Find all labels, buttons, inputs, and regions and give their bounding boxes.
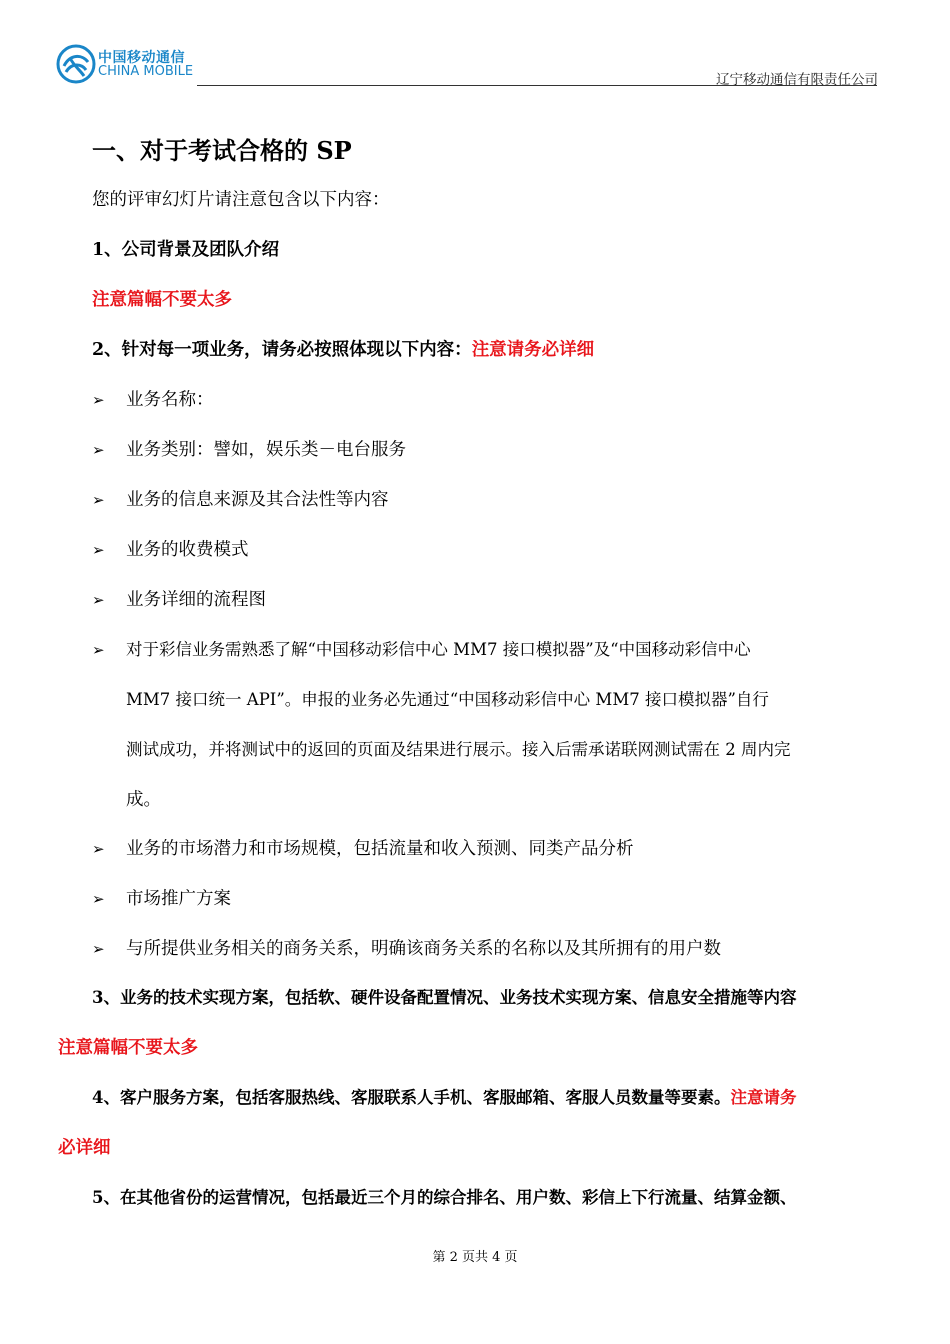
bullet-item: 业务的收费模式 [126, 540, 249, 560]
mm7-paragraph-line: 测试成功，并将测试中的返回的页面及结果进行展示。接入后需承诺联网测试需在 2 周内完 [126, 740, 791, 759]
mm7-paragraph-line: MM7 接口统一 API”。申报的业务必先通过“中国移动彩信中心 MM7 接口模拟器”自行 [126, 690, 769, 709]
bullet-icon: ➢ [92, 541, 105, 559]
intro-text: 您的评审幻灯片请注意包含以下内容： [92, 190, 390, 210]
item-4-note: 注意请务 [730, 1088, 797, 1107]
china-mobile-logo-icon [56, 44, 96, 84]
bullet-icon: ➢ [92, 940, 105, 958]
china-mobile-logo [56, 44, 206, 86]
bullet-item: 业务详细的流程图 [126, 590, 266, 610]
bullet-item: 业务的信息来源及其合法性等内容 [126, 490, 389, 510]
bullet-icon: ➢ [92, 441, 105, 459]
section-title: 一、对于考试合格的 SP [92, 136, 352, 165]
company-name: 辽宁移动通信有限责任公司 [716, 72, 878, 88]
note-3: 注意篇幅不要太多 [58, 1038, 198, 1058]
page-header [0, 0, 950, 100]
item-5-heading: 5、在其他省份的运营情况，包括最近三个月的综合排名、用户数、彩信上下行流量、结算金额、 [92, 1188, 797, 1207]
bullet-icon: ➢ [92, 641, 105, 659]
item-2-note: 注意请务必详细 [471, 340, 595, 360]
mm7-paragraph-line: 对于彩信业务需熟悉了解“中国移动彩信中心 MM7 接口模拟器”及“中国移动彩信中心 [126, 640, 751, 659]
page-number: 第 2 页共 4 页 [432, 1250, 518, 1265]
item-1-heading: 1、公司背景及团队介绍 [92, 240, 280, 260]
mm7-paragraph-line: 成。 [126, 790, 161, 810]
header-divider [197, 85, 877, 86]
item-2-heading [92, 338, 594, 362]
bullet-item: 市场推广方案 [126, 889, 231, 909]
bullet-item: 业务名称： [126, 390, 214, 410]
item-4-note-continued: 必详细 [58, 1138, 111, 1158]
item-3-heading: 3、业务的技术实现方案，包括软、硬件设备配置情况、业务技术实现方案、信息安全措施等内容 [92, 988, 797, 1007]
logo-english-text: CHINA MOBILE [98, 64, 194, 79]
bullet-item: 业务的市场潜力和市场规模，包括流量和收入预测、同类产品分析 [126, 839, 634, 859]
bullet-item: 业务类别：譬如，娱乐类－电台服务 [126, 440, 406, 460]
bullet-icon: ➢ [92, 840, 105, 858]
logo-chinese-text: 中国移动通信 [98, 50, 185, 66]
item-2-text: 2、针对每一项业务，请务必按照体现以下内容： [92, 340, 472, 360]
bullet-icon: ➢ [92, 491, 105, 509]
bullet-item: 与所提供业务相关的商务关系，明确该商务关系的名称以及其所拥有的用户数 [126, 939, 721, 959]
bullet-icon: ➢ [92, 890, 105, 908]
bullet-icon: ➢ [92, 391, 105, 409]
item-4-text: 4、客户服务方案，包括客服热线、客服联系人手机、客服邮箱、客服人员数量等要素。 [92, 1088, 731, 1107]
bullet-icon: ➢ [92, 591, 105, 609]
item-4-heading [92, 1086, 796, 1110]
note-1: 注意篇幅不要太多 [92, 290, 232, 310]
